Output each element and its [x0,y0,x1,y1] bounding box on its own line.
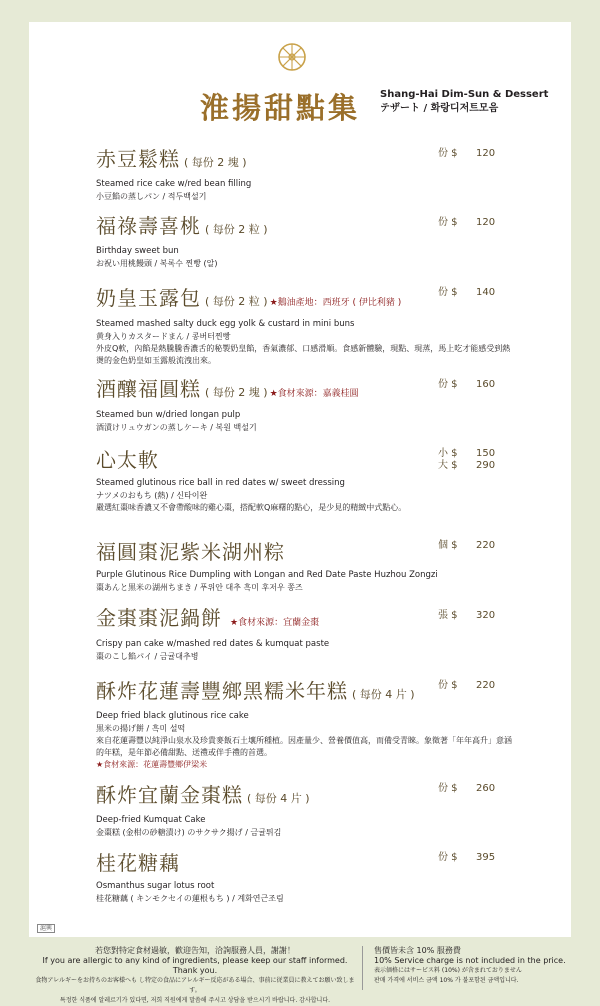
price-unit: 份 $ [438,287,458,298]
price-unit: 小 $ [438,448,458,459]
item-qty: ( 每份 2 粒 ) [205,223,268,236]
item-description: 來自花蓮壽豐以純淨山泉水及珍貴麥飯石土壤所種植。因產量少、營養價值高，而備受青睞。象徵著「年年高升」意涵的年糕，是年節必備甜點、送禮或伴手禮的首選。 [96,736,512,757]
item-name-en: Steamed rice cake w/red bean filling [96,179,252,189]
item-name-en: Deep fried black glutinous rice cake [96,711,249,721]
item-name-en: Birthday sweet bun [96,246,179,256]
item-price [438,540,518,552]
item-name-jp-kr: ナツメのおもち (熱) / 신타이완 [96,491,208,500]
service-charge-jp: 表示価格にはサービス料 (10%) が含まれておりません [374,967,522,974]
item-qty: ( 每份 2 塊 ) [184,156,247,169]
item-description: 嚴選紅棗味香濃又不會帶酸味的雞心棗，搭配軟Q麻糬的點心，是少見的精緻中式點心。 [96,503,407,512]
allergy-notice-kr: 특정한 식품에 알레르기가 있다면, 저희 직원에게 말씀해 주시고 상담을 받으시기 바랍니다. 감사합니다. [59,997,331,1004]
item-name: 酥炸花蓮壽豐鄉黑糯米年糕 [96,679,348,703]
item-name-jp-kr: お祝い用桃饅頭 / 복록수 찐빵 (알) [96,259,218,268]
price-value: 160 [476,379,496,390]
item-name: 桂花糖藕 [96,851,180,875]
item-qty: ( 每份 4 片 ) [247,792,310,805]
item-price [438,148,518,160]
section-title: 淮揚甜點集 [200,91,361,125]
item-price [438,448,518,472]
section-subtitle [380,88,548,116]
price-value: 140 [476,287,496,298]
price-unit: 個 $ [438,540,458,551]
item-name-en: Steamed bun w/dried longan pulp [96,410,241,420]
allergy-notice [30,946,360,1006]
item-name-jp-kr: 黄身入りカスタードまん / 콩버터찐빵 [96,332,231,341]
item-name-en: Crispy pan cake w/mashed red dates & kumquat paste [96,639,330,649]
wheel-logo-icon [277,42,307,72]
item-name-jp-kr: 小豆餡の蒸しパン / 적두백설기 [96,192,207,201]
item-price [438,610,518,622]
item-source-note: ★食材來源：花蓮壽豐鄉伊梁米 [96,760,208,769]
item-price [438,379,518,391]
item-name-jp-kr: 桂花糖藕 ( キンモクセイの蓮根もち ) / 계화연근조림 [96,894,284,903]
price-value: 290 [476,460,496,471]
item-name: 心太軟 [96,448,159,472]
item-name-jp-kr: 棗あんと黒米の湖州ちまき / 푸위안 대추 흑미 후저우 쫑즈 [96,583,303,592]
price-value: 395 [476,852,496,863]
item-qty: ( 每份 2 粒 ) [205,295,268,308]
item-name-jp-kr: 黒米の揚げ餅 / 흑미 설떡 [96,724,186,733]
item-source-note: ★食材來源：嘉義桂圓 [269,389,359,399]
section-title-jp-kr: テザート / 화랑디저트모음 [380,103,499,114]
price-value: 150 [476,448,496,459]
menu-code-stamp: 滬興 [37,924,55,933]
item-price [438,783,518,795]
item-name-en: Purple Glutinous Rice Dumpling with Longan and Red Date Paste Huzhou Zongzi [96,570,438,580]
item-price [438,680,518,692]
item-qty: ( 每份 4 片 ) [352,688,415,701]
price-value: 120 [476,148,496,159]
item-price [438,217,518,229]
price-unit: 份 $ [438,783,458,794]
allergy-notice-zh: 若您對特定食材過敏，歡迎告知，洽詢服務人員，謝謝！ [95,946,295,955]
allergy-notice-jp: 食物アレルギーをお持ちのお客様へも し特定の食品にアレルギー反応がある場合、事前に従業員に教えてお願い致します。 [35,977,355,994]
item-name-en: Deep-fried Kumquat Cake [96,815,206,825]
item-qty: ( 每份 2 塊 ) [205,386,268,399]
price-unit: 份 $ [438,148,458,159]
item-name-en: Steamed mashed salty duck egg yolk & custard in mini buns [96,319,355,329]
item-name-jp-kr: 棗のこし餡パイ / 금귤대추병 [96,652,199,661]
item-price [438,852,518,864]
footer [0,940,600,1004]
item-name-en: Osmanthus sugar lotus root [96,881,215,891]
item-name: 酥炸宜蘭金棗糕 [96,783,243,807]
price-unit: 份 $ [438,379,458,390]
price-value: 220 [476,680,496,691]
item-name-en: Steamed glutinous rice ball in red dates w/ sweet dressing [96,478,345,488]
price-unit: 張 $ [438,610,458,621]
price-value: 120 [476,217,496,228]
price-value: 320 [476,610,496,621]
item-name: 福祿壽喜桃 [96,214,201,238]
item-name: 奶皇玉露包 [96,286,201,310]
allergy-notice-en: If you are allergic to any kind of ingredients, please keep our staff informed. Thank you. [42,956,348,975]
item-name-jp-kr: 酒漬けリュウガンの蒸しケーキ / 복원 백설기 [96,423,257,432]
item-source-note: ★食材來源：宜蘭金棗 [230,618,320,628]
service-charge-zh: 售價皆未含 10% 服務費 [374,946,461,955]
price-value: 260 [476,783,496,794]
service-charge-en: 10% Service charge is not included in the price. [374,956,566,965]
price-unit: 份 $ [438,217,458,228]
price-unit: 大 $ [438,460,458,471]
item-name: 福圓棗泥紫米湖州粽 [96,540,285,564]
item-name: 酒釀福圓糕 [96,377,201,401]
service-charge-notice [374,946,594,986]
price-unit: 份 $ [438,680,458,691]
price-value: 220 [476,540,496,551]
price-unit: 份 $ [438,852,458,863]
item-price [438,287,518,299]
service-charge-kr: 판매 가격에 서비스 금액 10% 가 불포함된 금액입니다. [374,977,519,984]
item-name: 赤豆鬆糕 [96,147,180,171]
item-source-note: ★鵝油產地：西班牙 ( 伊比利豬 ) [269,298,402,308]
item-name-jp-kr: 金棗糕 (金柑の砂糖漬け) のサクサク揚げ / 금귤튀김 [96,828,282,837]
item-description: 外皮Q軟，內餡是熱騰騰香濃舌的秘製奶皇餡，香氣濃郁、口感滑順。食感新體驗，現點、現蒸，馬上吃才能感受到熱燙的金色奶皇如玉露般流洩出來。 [96,344,511,365]
footer-divider [362,946,363,990]
section-title-en: Shang-Hai Dim-Sun & Dessert [380,89,549,100]
item-name: 金棗棗泥鍋餅 [96,606,222,630]
